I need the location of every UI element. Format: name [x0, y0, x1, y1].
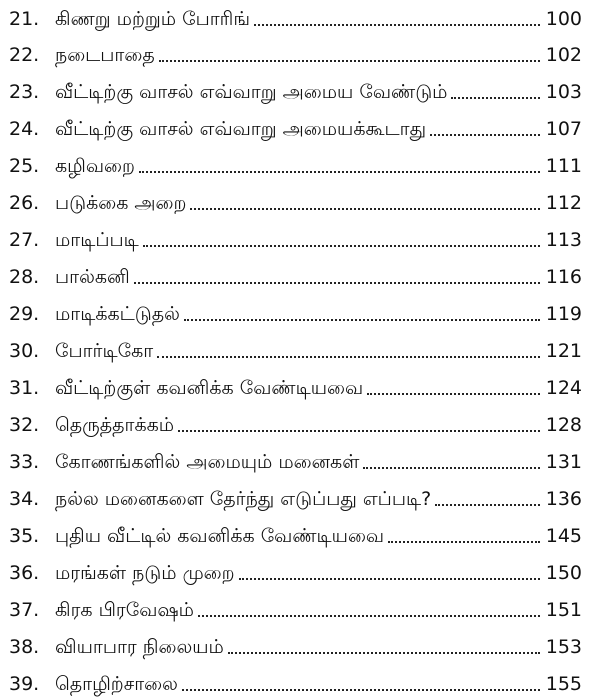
toc-entry [9, 591, 582, 621]
toc-title: தொழிற்சாலை [55, 673, 178, 695]
dot-leader [228, 652, 540, 654]
toc-entry [9, 147, 582, 177]
toc-page-number: 128 [545, 414, 582, 436]
toc-number: 28. [9, 266, 40, 288]
toc-number: 32. [9, 414, 40, 436]
toc-page-number: 145 [545, 525, 582, 547]
toc-page-number: 155 [545, 673, 582, 695]
toc-entry [9, 295, 582, 325]
toc-number: 35. [9, 525, 40, 547]
dot-leader [184, 319, 540, 321]
toc-number: 31. [9, 377, 40, 399]
toc-entry [9, 221, 582, 251]
toc-number: 27. [9, 229, 40, 251]
toc-number: 37. [9, 599, 40, 621]
toc-entry [9, 184, 582, 214]
toc-page-number: 100 [545, 8, 582, 30]
toc-page-number: 107 [545, 118, 582, 140]
toc-entry [9, 517, 582, 547]
dot-leader [367, 393, 540, 395]
dot-leader [239, 578, 540, 580]
toc-page-number: 111 [545, 155, 582, 177]
toc-title: புதிய வீட்டில் கவனிக்க வேண்டியவை [55, 525, 385, 547]
toc-number: 39. [9, 673, 40, 695]
dot-leader [159, 60, 540, 62]
toc-title: கோணங்களில் அமையும் மனைகள் [55, 451, 360, 473]
toc-number: 38. [9, 636, 40, 658]
dot-leader [451, 97, 539, 99]
toc-number: 23. [9, 81, 40, 103]
toc-title: பால்கனி [55, 266, 130, 288]
toc-number: 21. [9, 8, 40, 30]
toc-page-number: 136 [545, 488, 582, 510]
toc-title: வியாபார நிலையம் [55, 636, 224, 658]
toc-title: மாடிக்கட்டுதல் [55, 303, 180, 325]
toc-title: மாடிப்படி [55, 229, 139, 251]
toc-entry [9, 369, 582, 399]
toc-entry [9, 73, 582, 103]
toc-title: படுக்கை அறை [55, 192, 187, 214]
toc-title: கிணறு மற்றும் போரிங் [55, 8, 250, 30]
toc-page-number: 121 [545, 340, 582, 362]
toc-page-number: 112 [545, 192, 582, 214]
toc-number: 34. [9, 488, 40, 510]
toc-title: மரங்கள் நடும் முறை [55, 562, 235, 584]
dot-leader [190, 208, 539, 210]
toc-page-number: 124 [545, 377, 582, 399]
dot-leader [139, 171, 540, 173]
toc-entry [9, 0, 582, 30]
toc-title: நல்ல மனைகளை தேர்ந்து எடுப்பது எப்படி? [55, 488, 432, 510]
toc-number: 33. [9, 451, 40, 473]
toc-title: வீட்டிற்குள் கவனிக்க வேண்டியவை [55, 377, 364, 399]
toc-entry [9, 628, 582, 658]
dot-leader [182, 689, 540, 691]
toc-number: 36. [9, 562, 40, 584]
dot-leader [198, 615, 540, 617]
dot-leader [363, 467, 539, 469]
toc-page-number: 116 [545, 266, 582, 288]
toc-page-number: 131 [545, 451, 582, 473]
dot-leader [134, 282, 540, 284]
dot-leader [157, 356, 540, 358]
toc-title: வீட்டிற்கு வாசல் எவ்வாறு அமைய வேண்டும் [55, 81, 448, 103]
toc-page-number: 150 [545, 562, 582, 584]
toc-page-number: 113 [545, 229, 582, 251]
toc-title: கிரக பிரவேஷம் [55, 599, 194, 621]
dot-leader [178, 430, 540, 432]
toc-number: 25. [9, 155, 40, 177]
toc-entry [9, 36, 582, 66]
dot-leader [254, 24, 540, 26]
toc-entry [9, 443, 582, 473]
toc-title: கழிவறை [55, 155, 135, 177]
toc-number: 26. [9, 192, 40, 214]
toc-title: வீட்டிற்கு வாசல் எவ்வாறு அமையக்கூடாது [55, 118, 427, 140]
toc-entry [9, 480, 582, 510]
toc-title: நடைபாதை [55, 44, 155, 66]
toc-entry [9, 554, 582, 584]
toc-number: 30. [9, 340, 40, 362]
toc-entry [9, 332, 582, 362]
toc-page-number: 151 [545, 599, 582, 621]
toc-number: 24. [9, 118, 40, 140]
dot-leader [435, 504, 540, 506]
toc-entry [9, 110, 582, 140]
toc-entry [9, 258, 582, 288]
toc-number: 22. [9, 44, 40, 66]
toc-entry [9, 665, 582, 695]
toc-title: தெருத்தாக்கம் [55, 414, 175, 436]
dot-leader [430, 134, 540, 136]
toc-page-number: 153 [545, 636, 582, 658]
dot-leader [143, 245, 540, 247]
toc-page-number: 103 [545, 81, 582, 103]
toc-page-number: 102 [545, 44, 582, 66]
toc-page-number: 119 [545, 303, 582, 325]
toc-number: 29. [9, 303, 40, 325]
toc-entry [9, 406, 582, 436]
toc-title: போர்டிகோ [55, 340, 154, 362]
dot-leader [388, 541, 540, 543]
